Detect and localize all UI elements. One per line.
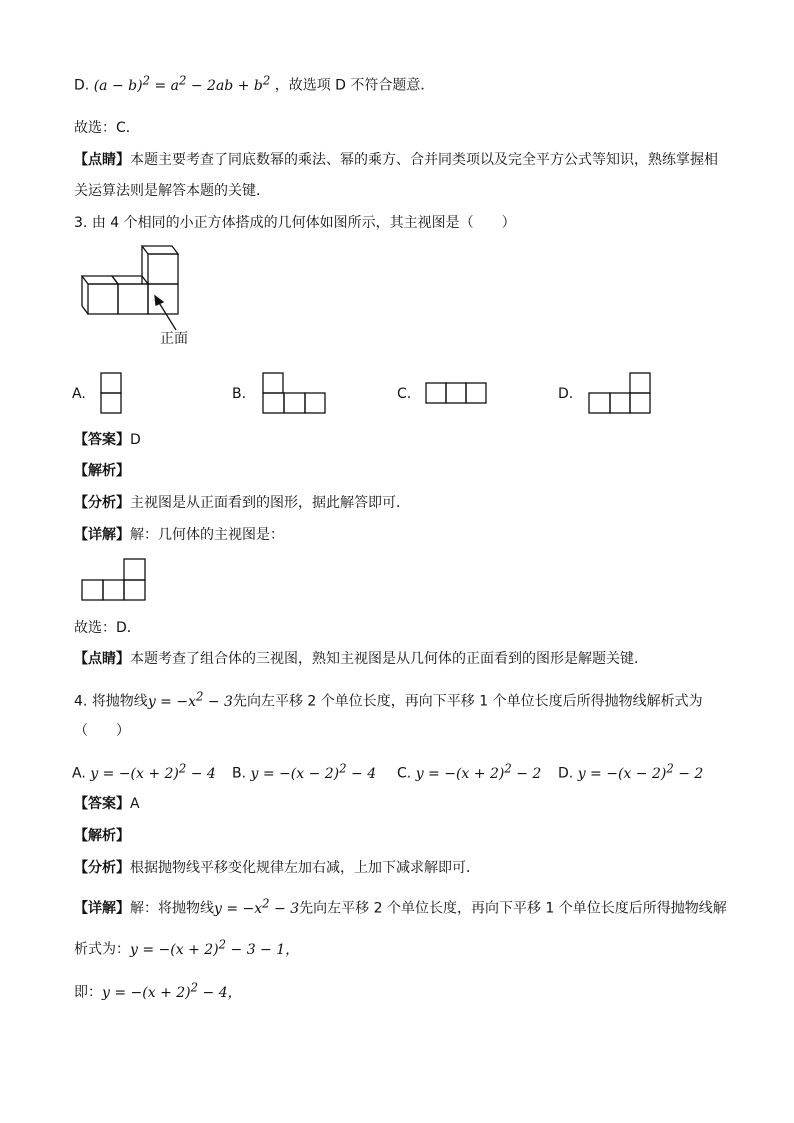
q4-option-b: B. $y = -(x - 2)^2 - 4$ [232, 761, 377, 782]
q3-option-b-figure [263, 373, 325, 413]
option-d-text: ，故选项 D 不符合题意． [274, 77, 435, 94]
q3-option-c-figure [426, 383, 486, 403]
q3-detail: 【详解】解：几何体的主视图是： [74, 527, 284, 543]
q2-choose: 故选：C． [74, 120, 140, 136]
q3-option-d-figure [589, 373, 650, 413]
q4-answer: 【答案】A [74, 796, 140, 812]
q3-choose: 故选：D． [74, 620, 141, 636]
q4-formula: $y = -x^2 - 3$ [147, 689, 233, 710]
q4-detail-line2: 析式为：$y = -(x + 2)^2 - 3 - 1$， [74, 937, 300, 958]
q3-option-a-label: A. [72, 386, 86, 402]
q4-question: 4. 将抛物线$y = -x^2 - 3$先向左平移 2 个单位长度，再向下平移 1 个单位长度后所得抛物线解析式为 [74, 689, 703, 710]
q2-comment-line1: 【点睛】本题主要考查了同底数幂的乘法、幂的乘方、合并同类项以及完全平方公式等知识，熟练掌握相 [74, 152, 718, 168]
q4-option-c: C. $y = -(x + 2)^2 - 2$ [397, 761, 542, 782]
q4-analysis-tag: 【解析】 [74, 828, 130, 844]
q3-option-b-label: B. [232, 386, 247, 402]
q3-option-c-label: C. [397, 386, 412, 402]
q4-detail: 【详解】解：将抛物线$y = -x^2 - 3$先向左平移 2 个单位长度，再向下平移 1 个单位长度后所得抛物线解 [74, 896, 727, 917]
q4-detail-line3: 即：$y = -(x + 2)^2 - 4$， [74, 980, 242, 1001]
q3-question: 3. 由 4 个相同的小正方体搭成的几何体如图所示，其主视图是（ ） [74, 215, 516, 231]
q3-comment: 【点睛】本题考查了组合体的三视图，熟知主视图是从几何体的正面看到的图形是解题关键． [74, 651, 648, 667]
front-label: 正面 [160, 331, 188, 347]
q3-analysis-tag: 【解析】 [74, 463, 130, 479]
option-d-label: D. [74, 77, 90, 94]
q4-option-a: A. $y = -(x + 2)^2 - 4$ [72, 761, 216, 782]
option-d-formula: $(a - b)^2 = a^2 - 2ab + b^2$ [93, 73, 271, 94]
q4-fenxi: 【分析】根据抛物线平移变化规律左加右减，上加下减求解即可． [74, 860, 480, 876]
q4-paren: （ ） [74, 723, 130, 739]
q3-fenxi: 【分析】主视图是从正面看到的图形，据此解答即可． [74, 495, 410, 511]
q2-comment-line2: 关运算法则是解答本题的关键． [74, 183, 270, 199]
q3-option-a-figure [101, 373, 121, 413]
q3-option-d-label: D. [558, 386, 574, 402]
q3-answer: 【答案】D [74, 432, 141, 448]
q4-option-d: D. $y = -(x - 2)^2 - 2$ [558, 761, 704, 782]
option-d-line [74, 70, 434, 96]
